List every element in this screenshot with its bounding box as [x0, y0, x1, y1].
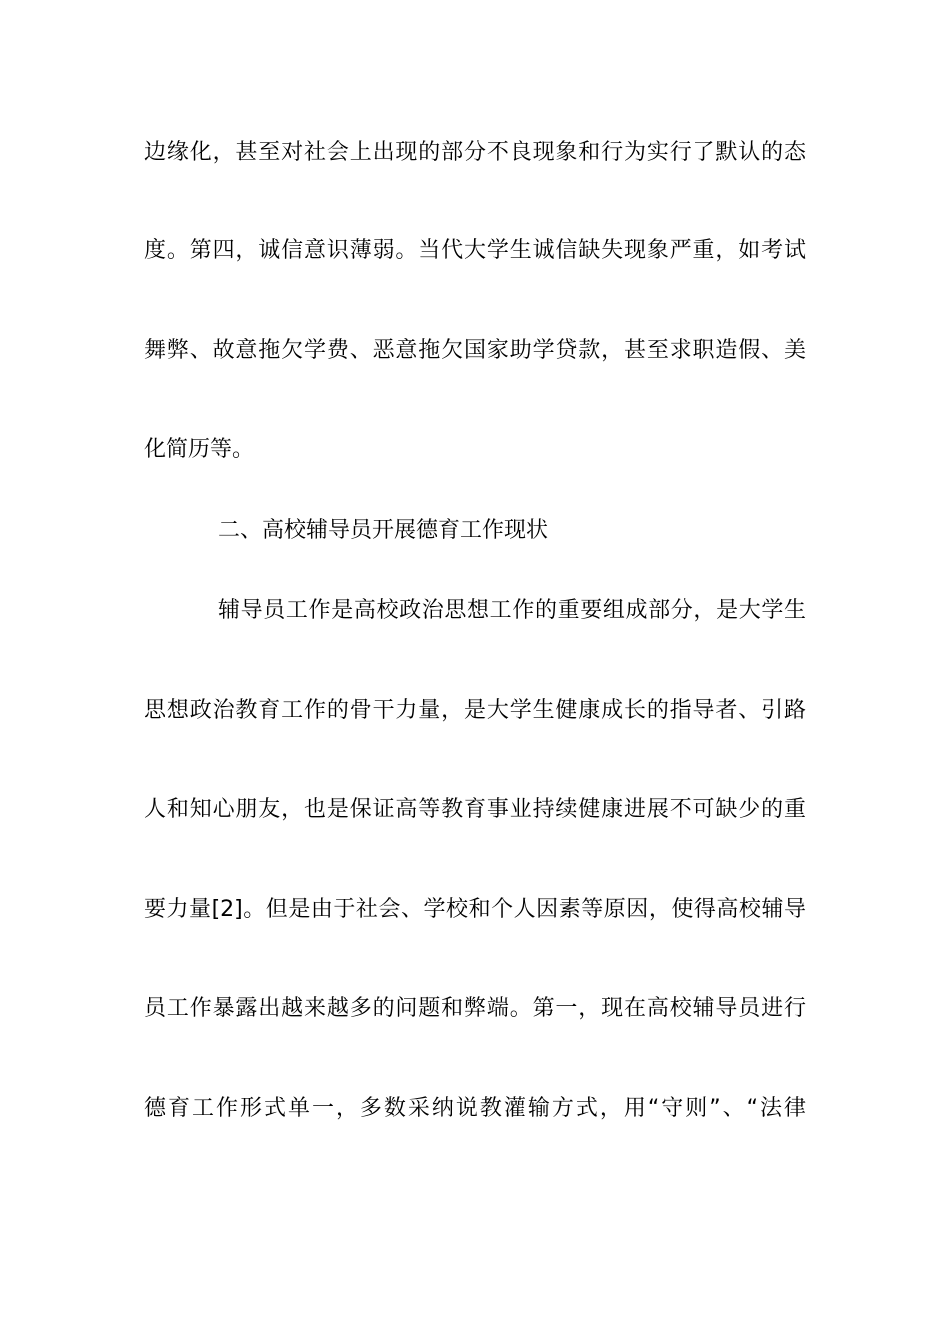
paragraph-1-line-4: 化简历等。 — [144, 437, 255, 462]
paragraph-1-line-2: 度。第四，诚信意识薄弱。当代大学生诚信缺失现象严重，如考试 — [144, 238, 806, 263]
paragraph-1-line-3: 舞弊、故意拖欠学费、恶意拖欠国家助学贷款，甚至求职造假、美 — [144, 338, 806, 363]
paragraph-2-line-6: 德育工作形式单一，多数采纳说教灌输方式，用“守则”、“法律 — [144, 1096, 806, 1121]
paragraph-2-line-5: 员工作暴露出越来越多的问题和弊端。第一，现在高校辅导员进行 — [144, 996, 806, 1021]
paragraph-2-line-3: 人和知心朋友，也是保证高等教育事业持续健康进展不可缺少的重 — [144, 797, 806, 822]
paragraph-1-line-1: 边缘化，甚至对社会上出现的部分不良现象和行为实行了默认的态 — [144, 140, 806, 165]
paragraph-2-line-1: 辅导员工作是高校政治思想工作的重要组成部分，是大学生 — [218, 598, 806, 623]
section-heading: 二、高校辅导员开展德育工作现状 — [218, 518, 549, 543]
paragraph-2-line-4: 要力量[2]。但是由于社会、学校和个人因素等原因，使得高校辅导 — [144, 897, 806, 922]
paragraph-2-line-2: 思想政治教育工作的骨干力量，是大学生健康成长的指导者、引路 — [144, 698, 806, 723]
